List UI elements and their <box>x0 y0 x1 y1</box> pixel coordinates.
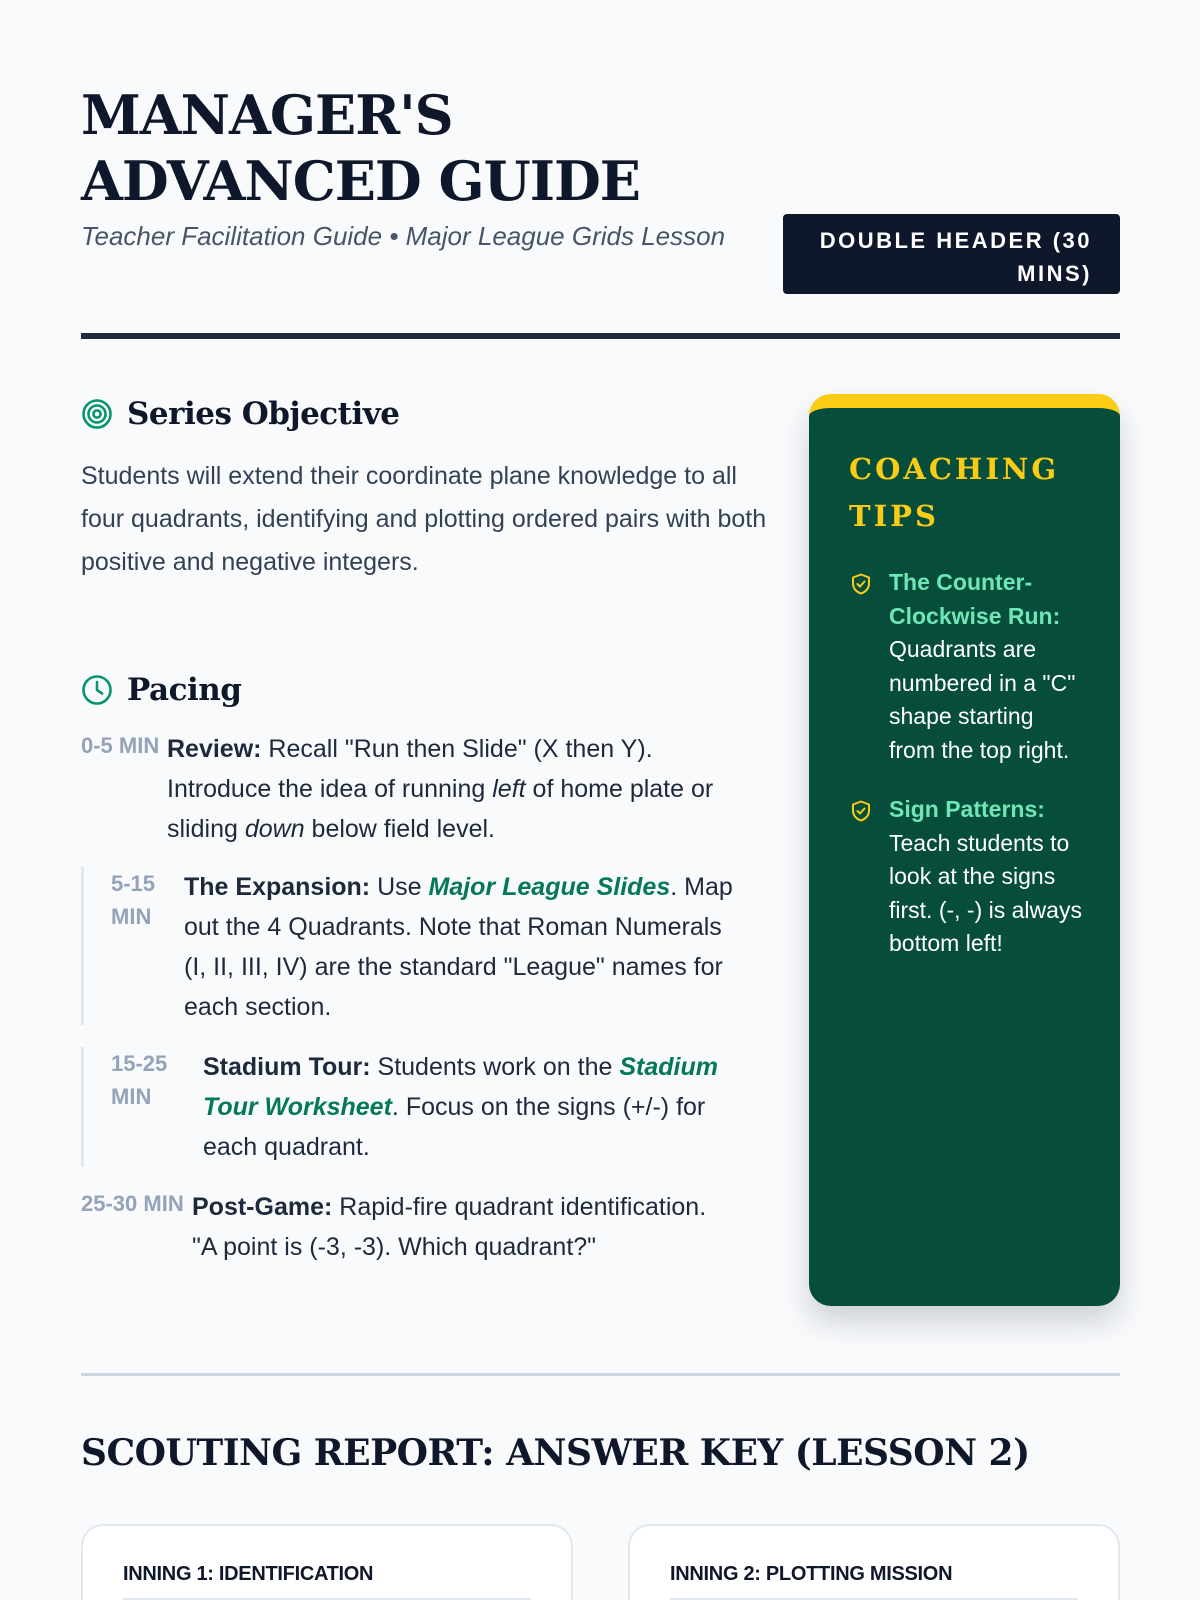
header-divider <box>81 333 1120 339</box>
pacing-text: below field level. <box>304 815 495 843</box>
coaching-tip-text: Teach students to look at the signs first. (-, -) is always bottom left! <box>889 829 1082 956</box>
scouting-report-title: SCOUTING REPORT: ANSWER KEY (LESSON 2) <box>81 1432 1030 1474</box>
pacing-text: Use <box>370 873 429 901</box>
pacing-description <box>192 1187 712 1267</box>
pacing-row <box>81 1047 771 1167</box>
pacing-row <box>81 1187 771 1267</box>
coaching-tip <box>849 793 1084 961</box>
shield-check-icon <box>849 799 873 823</box>
pacing-heading: Pacing <box>127 672 242 708</box>
page-title: MANAGER'S ADVANCED GUIDE <box>81 83 640 213</box>
inning-card-label: INNING 2: PLOTTING MISSION <box>670 1563 1078 1600</box>
inning-card <box>628 1524 1120 1600</box>
coaching-tip-body <box>889 793 1084 961</box>
pacing-time: 5-15 MIN <box>111 871 156 929</box>
coaching-tips-card <box>809 394 1120 1306</box>
page-subtitle: Teacher Facilitation Guide • Major League Grids Lesson <box>81 221 726 251</box>
pacing-row <box>81 729 761 849</box>
coaching-tip-text: Quadrants are numbered in a "C" shape starting from the top right. <box>889 636 1076 763</box>
pacing-text: . Map out the 4 Quadrants. Note that Roman Numerals (I, II, III, IV) are the standard "League" names for each section. <box>184 873 733 1021</box>
shield-check-icon <box>849 572 873 596</box>
pacing-row <box>81 867 771 1025</box>
pacing-text: Students work on the <box>370 1053 620 1081</box>
coaching-tip-title: The Counter-Clockwise Run: <box>889 569 1061 629</box>
objective-text: Students will extend their coordinate plane knowledge to all four quadrants, identifying and plotting ordered pairs with both positive and negative integers. <box>81 462 767 576</box>
coaching-tip-title: Sign Patterns: <box>889 796 1045 822</box>
inning-card <box>81 1524 573 1600</box>
pacing-time: 0-5 MIN <box>81 733 160 758</box>
pacing-text: Recall "Run then Slide" (X then Y). Introduce the idea of running <box>167 735 653 803</box>
pacing-label: Review: <box>167 735 262 763</box>
duration-badge: DOUBLE HEADER (30 MINS) <box>783 214 1120 294</box>
pacing-text: . Focus on the signs (+/-) for each quadrant. <box>203 1093 706 1161</box>
pacing-time: 25-30 MIN <box>81 1191 184 1216</box>
section-divider <box>81 1373 1120 1376</box>
pacing-label: Post-Game: <box>192 1193 333 1221</box>
pacing-description <box>184 867 734 1025</box>
objective-heading: Series Objective <box>127 396 400 432</box>
pacing-heading-row <box>81 672 241 708</box>
pacing-text: of home plate or sliding <box>167 775 714 843</box>
coaching-tips-title: COACHING TIPS <box>849 452 1060 533</box>
inning-card-label: INNING 1: IDENTIFICATION <box>123 1563 531 1600</box>
pacing-description <box>167 729 727 849</box>
stadium-tour-worksheet-link[interactable]: Stadium Tour Worksheet <box>203 1053 718 1121</box>
pacing-label: Stadium Tour: <box>203 1053 371 1081</box>
pacing-emphasis: left <box>492 775 526 803</box>
major-league-slides-link[interactable]: Major League Slides <box>428 873 671 901</box>
pacing-label: The Expansion: <box>184 873 371 901</box>
coaching-tip <box>849 566 1084 767</box>
pacing-description <box>203 1047 723 1167</box>
pacing-emphasis: down <box>244 815 305 843</box>
clock-icon <box>81 674 113 706</box>
coaching-tip-body <box>889 566 1084 767</box>
target-icon <box>81 398 113 430</box>
objective-heading-row <box>81 396 400 432</box>
pacing-time: 15-25 MIN <box>111 1051 168 1109</box>
pacing-text: Rapid-fire quadrant identification. "A point is (-3, -3). Which quadrant?" <box>192 1193 707 1261</box>
